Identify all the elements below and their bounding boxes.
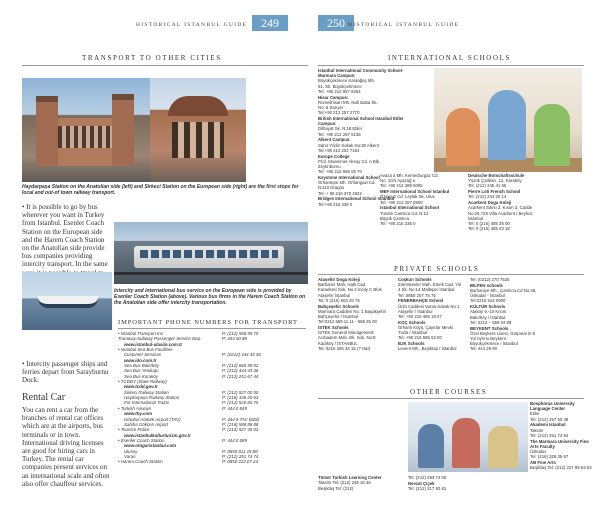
school-detail-line: Acıbadem Mah. Bk. Sok. No:8 xyxy=(318,335,376,341)
school-name: KOÇ Schools xyxy=(398,319,426,325)
school-entry xyxy=(318,116,408,137)
school-detail-line: Tel: +90 216 335 0 xyxy=(380,221,416,227)
school-name: Tömer Turkish Learning Center xyxy=(318,475,382,480)
school-detail-line: Büyükçekmece Karaağaç Mh. xyxy=(318,78,376,84)
phone-row-name: • Istanbul Sea Bus Facilities- xyxy=(118,347,174,353)
phone-row-name: www.tcdd.gov.tr xyxy=(124,384,158,390)
phone-row-number: P: 444 9 TAV (828) xyxy=(222,416,260,422)
phone-row-number: P: (212) 520 65 75 xyxy=(222,400,259,406)
school-detail-line: Avaza a Mh. Kemerburgaz Cd. xyxy=(380,173,439,178)
school-entry xyxy=(470,277,586,282)
phone-row-number: P: 0850 222 07 24 xyxy=(222,459,258,465)
phone-row-name: www.istanbul-ulasim.com.tr xyxy=(124,341,183,347)
school-detail-line: Acarkent Sitesi 3. Kısım 3. Cadde xyxy=(468,205,533,211)
phone-row-number: P: 444 00 88 xyxy=(222,336,247,342)
phone-row-name: • Esenler Coach Station xyxy=(118,437,165,443)
school-entry xyxy=(530,439,592,460)
school-entry xyxy=(470,304,586,325)
phone-row-number: P: (212) 568 99 70 xyxy=(222,331,259,336)
school-detail-line: Tel: 444 29 90 xyxy=(470,346,497,352)
school-detail-line: 51. Sk. Büyükçekmece xyxy=(318,83,362,89)
rental-car-paragraph: You can rent a car from the branches of rental car offices which are at the airports, bus terminals or in town. International driving licenses are good for hiring cars in Turkey. The rental car companies present services on an international scale and often also offer chauffeur services. xyxy=(22,406,110,488)
school-detail-line: İstanbul xyxy=(468,215,484,221)
school-detail-line: Tel:0212 669 11 11 - 669 25 00 xyxy=(318,319,377,325)
other-courses-rule xyxy=(318,398,584,399)
phone-row-name: Varan xyxy=(124,453,136,459)
school-detail-line: Ataşehir İstanbul xyxy=(318,292,351,298)
phone-row-name: Istanbul Atatürk Airport (TAV) xyxy=(124,416,181,422)
school-name: AB Fine Arts xyxy=(530,460,556,466)
phone-row-number: P: 444 0 069 xyxy=(222,437,247,443)
school-entry xyxy=(468,189,586,199)
school-detail-line: 4 Sk. No:14 Maltepe/ İstanbul xyxy=(398,287,455,293)
school-detail-line: Tel: (216) 326 35 67 xyxy=(530,454,569,460)
school-detail-line: Ataşehir / İstanbul xyxy=(398,308,433,314)
school-detail-line: No: 10/1 Ayazağ a xyxy=(380,178,416,184)
intl-schools-column-3 xyxy=(468,173,586,232)
other-courses-column-1 xyxy=(318,475,398,492)
school-detail-line: Tel: + 90 216 370 4922 xyxy=(318,190,362,196)
bus-rail-paragraph: • It is possible to go by bus wherever you want in Turkey from Istanbul. Esenler Coach Station on the European side and the Harem Coach Station on the Anatolian side provide bus companies providing intercity transport. In the same xyxy=(22,203,108,269)
phone-row-number: P: (216) 588 88 88 xyxy=(222,421,259,427)
phone-row-name: Haydarpaşa Railway Station xyxy=(124,395,180,401)
school-entry xyxy=(318,486,398,491)
intl-schools-rule xyxy=(318,65,584,66)
school-detail-line: Burhaniye Mh., Çamlıca Cd No:48, xyxy=(470,288,537,293)
private-schools-rule xyxy=(318,274,584,275)
school-entry xyxy=(530,422,592,438)
school-detail-line: Karaderel Sok. No 2 Incity C Blok xyxy=(318,287,382,293)
school-detail-line: Tel: (212) 293 74 00 xyxy=(408,475,447,480)
phone-row-name: Sea Bus Karaköy xyxy=(124,373,158,379)
other-courses-column-2 xyxy=(408,475,470,492)
school-name: Bahçeşehir Schools xyxy=(318,303,360,309)
school-entry xyxy=(468,200,586,231)
school-entry xyxy=(318,277,400,303)
school-name: BJK Schools xyxy=(398,341,425,347)
phone-row-number: P: (212) 660 90 02 xyxy=(222,363,259,369)
school-name: Pierre Loti French School xyxy=(468,189,521,195)
sirkeci-station-photo xyxy=(150,78,246,182)
page-number-left: 249 xyxy=(252,15,288,31)
phone-row-name: • TCDDY (State Railway) xyxy=(118,379,167,385)
haydarpasa-station-photo xyxy=(22,78,150,182)
phone-row-number: P: (212) 527 45 03 xyxy=(222,427,259,433)
school-name: Deutsche Botschaftsschule xyxy=(468,173,525,178)
school-entry xyxy=(408,481,470,491)
school-detail-line: Barbaros Mah. Halk Cad. xyxy=(318,282,367,288)
other-courses-column-3 xyxy=(530,401,592,471)
phone-row-name: Customer Services xyxy=(124,352,162,358)
school-detail-line: Tel: (0212) 270 7525 xyxy=(470,277,510,282)
school-detail-line: Zeytinburnu xyxy=(318,164,341,170)
intl-schools-title: INTERNATIONAL SCHOOLS xyxy=(388,54,511,62)
school-detail-line: Tel: 0 (216) 663 20 75 xyxy=(318,297,360,303)
phone-row-name: www.ido.com.tr xyxy=(124,357,157,363)
transport-section-title: TRANSPORT TO OTHER CITIES xyxy=(82,54,222,62)
school-name: Ataşehir Doga Koleji xyxy=(318,277,361,282)
school-detail-line: Üsküdar xyxy=(530,449,547,455)
ferry-photo xyxy=(22,272,112,330)
school-detail-line: No: 6 Sarıyer xyxy=(318,105,344,111)
school-detail-line: Tel: 0216 326 34 15 (7 Hat) xyxy=(318,345,371,351)
school-entry xyxy=(318,475,398,485)
school-entry xyxy=(380,173,462,189)
transport-section-rule xyxy=(22,65,308,66)
school-entry xyxy=(470,326,586,352)
intl-schools-column-2 xyxy=(380,173,462,227)
school-detail-line: Büyük Çamlıca xyxy=(380,215,409,221)
school-name: Akademi Istanbul xyxy=(530,422,566,428)
school-detail-line: Büyükçekmece / İstanbul xyxy=(470,341,518,347)
running-header-left: HISTORICAL ISTANBUL GUIDE xyxy=(136,22,248,28)
school-detail-line: Özel Beykent Lisesi, Gürpınar E-5 xyxy=(470,330,535,336)
school-detail-line: Bahçeşehir / İstanbul xyxy=(318,314,359,320)
school-name: Nevzat Çiçek xyxy=(408,480,435,486)
school-entry xyxy=(530,460,592,470)
school-entry xyxy=(398,298,472,319)
school-entry xyxy=(318,68,408,94)
phone-row-number: P: 444 0 849 xyxy=(222,405,247,411)
coach-station-caption: Intercity and international bus service on the European side is provided by Esenler Coach Station (above). Various bus firms in the Harem Coach Station on the Anatolian side offer intercity transportation. xyxy=(114,288,306,307)
school-detail-line: Tel:+90 216 339 0 xyxy=(318,201,353,207)
school-name: BEYKENT Schools xyxy=(470,325,509,331)
classroom-photo xyxy=(434,68,582,172)
school-detail-line: Tel: +90 212 857 8264 xyxy=(318,88,361,94)
school-entry xyxy=(380,189,462,205)
school-detail-line: Taksim Tel: (212) 249 15 46 xyxy=(318,480,371,486)
phone-row-name: www.thy.com xyxy=(124,411,152,417)
school-entry xyxy=(468,173,586,189)
school-entry xyxy=(318,137,408,153)
school-detail-line: Tel:+90 212 202 7164 xyxy=(318,147,360,153)
school-entry xyxy=(318,95,408,116)
phone-row-name: • Turkish Airways xyxy=(118,405,152,411)
school-entry xyxy=(470,283,586,304)
phone-row-name: www.otogaristanbul.com xyxy=(124,443,177,449)
school-detail-line: Tel: +90 212 257 5136 xyxy=(318,131,361,137)
school-entry xyxy=(318,304,400,325)
phone-row-number: P: (0212) 444 44 36 xyxy=(222,352,261,358)
school-detail-line: Ataköy 9.-10 Kısım xyxy=(470,309,507,315)
school-entry xyxy=(398,320,472,341)
phone-row-name: Sirkeci Railway Station xyxy=(124,389,169,395)
school-detail-line: Dilhayat Sk. N:18 Etiler xyxy=(318,126,363,132)
phone-numbers-rule xyxy=(118,328,306,329)
school-detail-line: Üsküdar - İstanbul xyxy=(470,293,505,299)
school-detail-line: Orhanlı Köyü, Çayırlar Mevki xyxy=(398,325,453,331)
school-detail-line: Beşiktaş Tel: (212) 227 89 53-54 xyxy=(530,465,592,471)
other-courses-title: OTHER COURSES xyxy=(410,388,488,396)
school-entry xyxy=(398,277,472,298)
school-entry xyxy=(530,401,592,422)
private-schools-title: PRIVATE SCHOOLS xyxy=(394,265,480,273)
school-detail-line: Tel: +90 216 585 62 00 xyxy=(398,335,442,341)
school-detail-line: Tel: +90 216 466 19 07 xyxy=(398,314,442,320)
school-detail-line: Tel: +90 212 289 5005 xyxy=(380,183,423,189)
school-detail-line: No.25 729 Villa Acarkent / Beykoz xyxy=(468,210,533,216)
school-detail-line: Ünlü Caddesi Vursa Sokak No:1 xyxy=(398,303,460,309)
phone-row-name: For International Trains xyxy=(124,400,170,406)
school-detail-line: Tel: 0 (216) 485 35 00 xyxy=(468,221,510,227)
school-detail-line: Orhantepe Mh. Orhangazi Cd. xyxy=(318,180,376,186)
phone-numbers-title: IMPORTANT PHONE NUMBERS FOR TRANSPORT xyxy=(118,319,298,326)
phone-row-name: Ulusoy xyxy=(124,448,138,454)
phone-row-name: Sabiha Gökçen Airport xyxy=(124,421,169,427)
school-detail-line: Tel: 0 (216) 485 43 18 xyxy=(468,226,510,232)
phone-row-name: • Harem Coach Station xyxy=(118,459,163,465)
phone-row-number: P: (212) 251 74 74 xyxy=(222,453,259,459)
school-detail-line: Yüzük Çarkları, 12, Karaköy xyxy=(468,178,522,184)
school-detail-line: Levent Mh., Beşiktaş / İstanbul xyxy=(398,346,457,352)
page-number-right: 250 xyxy=(318,15,354,31)
school-name: Acarkent Doga Koleji xyxy=(468,200,512,206)
school-name: Istanbul International School xyxy=(380,205,439,211)
school-name: BILFEN schools xyxy=(470,282,503,288)
course-group-photo xyxy=(408,402,528,472)
school-entry xyxy=(408,475,470,480)
school-detail-line: Tel: 0850 207 75 75 xyxy=(398,292,436,298)
phone-row-name: Tramway-Subway Passenger Service Dep. xyxy=(118,336,202,342)
school-name: British International School Istanbul Etiler Campus: xyxy=(318,116,404,127)
school-name: FENERBAHÇE School xyxy=(398,298,444,304)
phone-row-name: Sea Bus Yenikapı xyxy=(124,368,159,374)
school-name: Alkent Campus: xyxy=(318,137,351,143)
phone-row-number: P: (216) 336 20 63 xyxy=(222,395,259,401)
school-detail-line: Etiler xyxy=(530,411,540,417)
esenler-coach-station-photo xyxy=(114,222,308,284)
phone-row-name: • Istanbul Transport Inc. xyxy=(118,331,165,336)
school-detail-line: Sahır Yıldız Sokak No:38 Alkent xyxy=(318,142,379,148)
school-detail-line: Tel: (212) 244 26 14 xyxy=(468,194,507,200)
school-detail-line: Tel: (212) 245 41 66 xyxy=(468,183,507,189)
school-name: Hisar Campus: xyxy=(318,94,349,100)
school-detail-line: Marmara Caddesi No. 1 Başakşehir xyxy=(318,308,387,314)
school-detail-line: Rumelihisarı Mh. Nafi Baba Sk. xyxy=(318,99,378,105)
school-name: Keystone International School xyxy=(318,175,380,181)
school-name: MEF International School Istanbul xyxy=(380,189,450,195)
school-detail-line: Turanlı Camlıca Cd. N:12 xyxy=(380,210,429,216)
school-entry xyxy=(318,325,400,351)
school-name: Bridges International School Istanbul xyxy=(318,196,395,202)
school-name: ISTEK Schools xyxy=(318,325,349,331)
private-schools-column-1 xyxy=(318,277,400,352)
school-detail-line: Tel:+90 212 257 2770 xyxy=(318,110,360,116)
school-detail-line: Kadıköy / İSTANBUL xyxy=(318,340,358,346)
school-name: Coşkun Schools xyxy=(398,277,432,282)
school-name: Bosphorus University Language Center xyxy=(530,401,575,412)
school-entry xyxy=(380,205,462,226)
school-detail-line: Taksim xyxy=(530,427,544,433)
school-detail-line: Yol Ayrımı Beykent xyxy=(470,336,506,342)
school-detail-line: ISTEK General Management: xyxy=(318,330,375,336)
school-detail-line: Öztopuz Cd. Leylak Sk. Ulus xyxy=(380,194,435,200)
school-name: Europe College xyxy=(318,153,350,159)
phone-row xyxy=(118,459,308,464)
school-detail-line: Zümrütevler Mah. Emek Cad. Yol xyxy=(398,282,462,288)
school-name: KÜLTÜR Schools xyxy=(470,304,506,310)
phone-row-number: P: (212) 444 44 36 xyxy=(222,368,259,374)
school-entry xyxy=(318,154,408,175)
school-detail-line: Tel: (212) 257 50 39 xyxy=(530,416,569,422)
school-name: Istanbul International Community School-Marmara Campus: xyxy=(318,68,404,79)
running-header-right: HISTORICAL ISTANBUL GUIDE xyxy=(348,22,460,28)
school-detail-line: Prof. Muammer Aksoy Cd. A Blk. xyxy=(318,158,381,164)
school-detail-line: Bakırköy / İstanbul xyxy=(470,314,506,320)
ferries-paragraph: • Intercity passenger ships and ferries depart from Sarayburnu Dock. xyxy=(22,360,109,385)
school-detail-line: Tel:0216 544 0900 xyxy=(470,298,506,304)
private-schools-column-2 xyxy=(398,277,472,352)
school-detail-line: Tel: 0212 – 559 04 88 xyxy=(470,319,512,325)
private-schools-column-3 xyxy=(470,277,586,352)
school-detail-line: Tel: (212) 251 74 84 xyxy=(530,432,569,438)
phone-numbers-list xyxy=(118,331,308,465)
school-name: The Marmara University Fine Arts Faculty xyxy=(530,438,589,449)
school-detail-line: Tel: +90 212 287 6900 xyxy=(380,199,423,205)
school-entry xyxy=(398,341,472,351)
phone-row-name: www.istanbulkulturturizm.gov.tr xyxy=(124,432,191,438)
phone-row-name: Sea Bus Bakırköy xyxy=(124,363,159,369)
phone-row-number: P: (212) 251 67 44 xyxy=(222,373,259,379)
phone-row-number: P: 0850 811 18 88 xyxy=(222,448,258,454)
school-detail-line: Tuzla / İstanbul xyxy=(398,330,427,336)
phone-row-number: P: (212) 527 00 50 xyxy=(222,389,259,395)
school-detail-line: Tel: +90 212 665 05 70 xyxy=(318,169,362,175)
school-detail-line: Beşiktaş Tel: (212) xyxy=(318,486,354,491)
rental-car-heading: Rental Car xyxy=(22,392,66,403)
phone-row-name: • Tourism Police xyxy=(118,427,150,433)
school-detail-line: N:110 Dragos xyxy=(318,185,345,191)
school-detail-line: Tel: (212) 217 92 81 xyxy=(408,486,447,491)
stations-caption: Haydarpaşa Station on the Anatolian side (left) and Sirkeci Station on the European side (right) are the first stops for local and out-of town railway transport. xyxy=(22,184,299,197)
